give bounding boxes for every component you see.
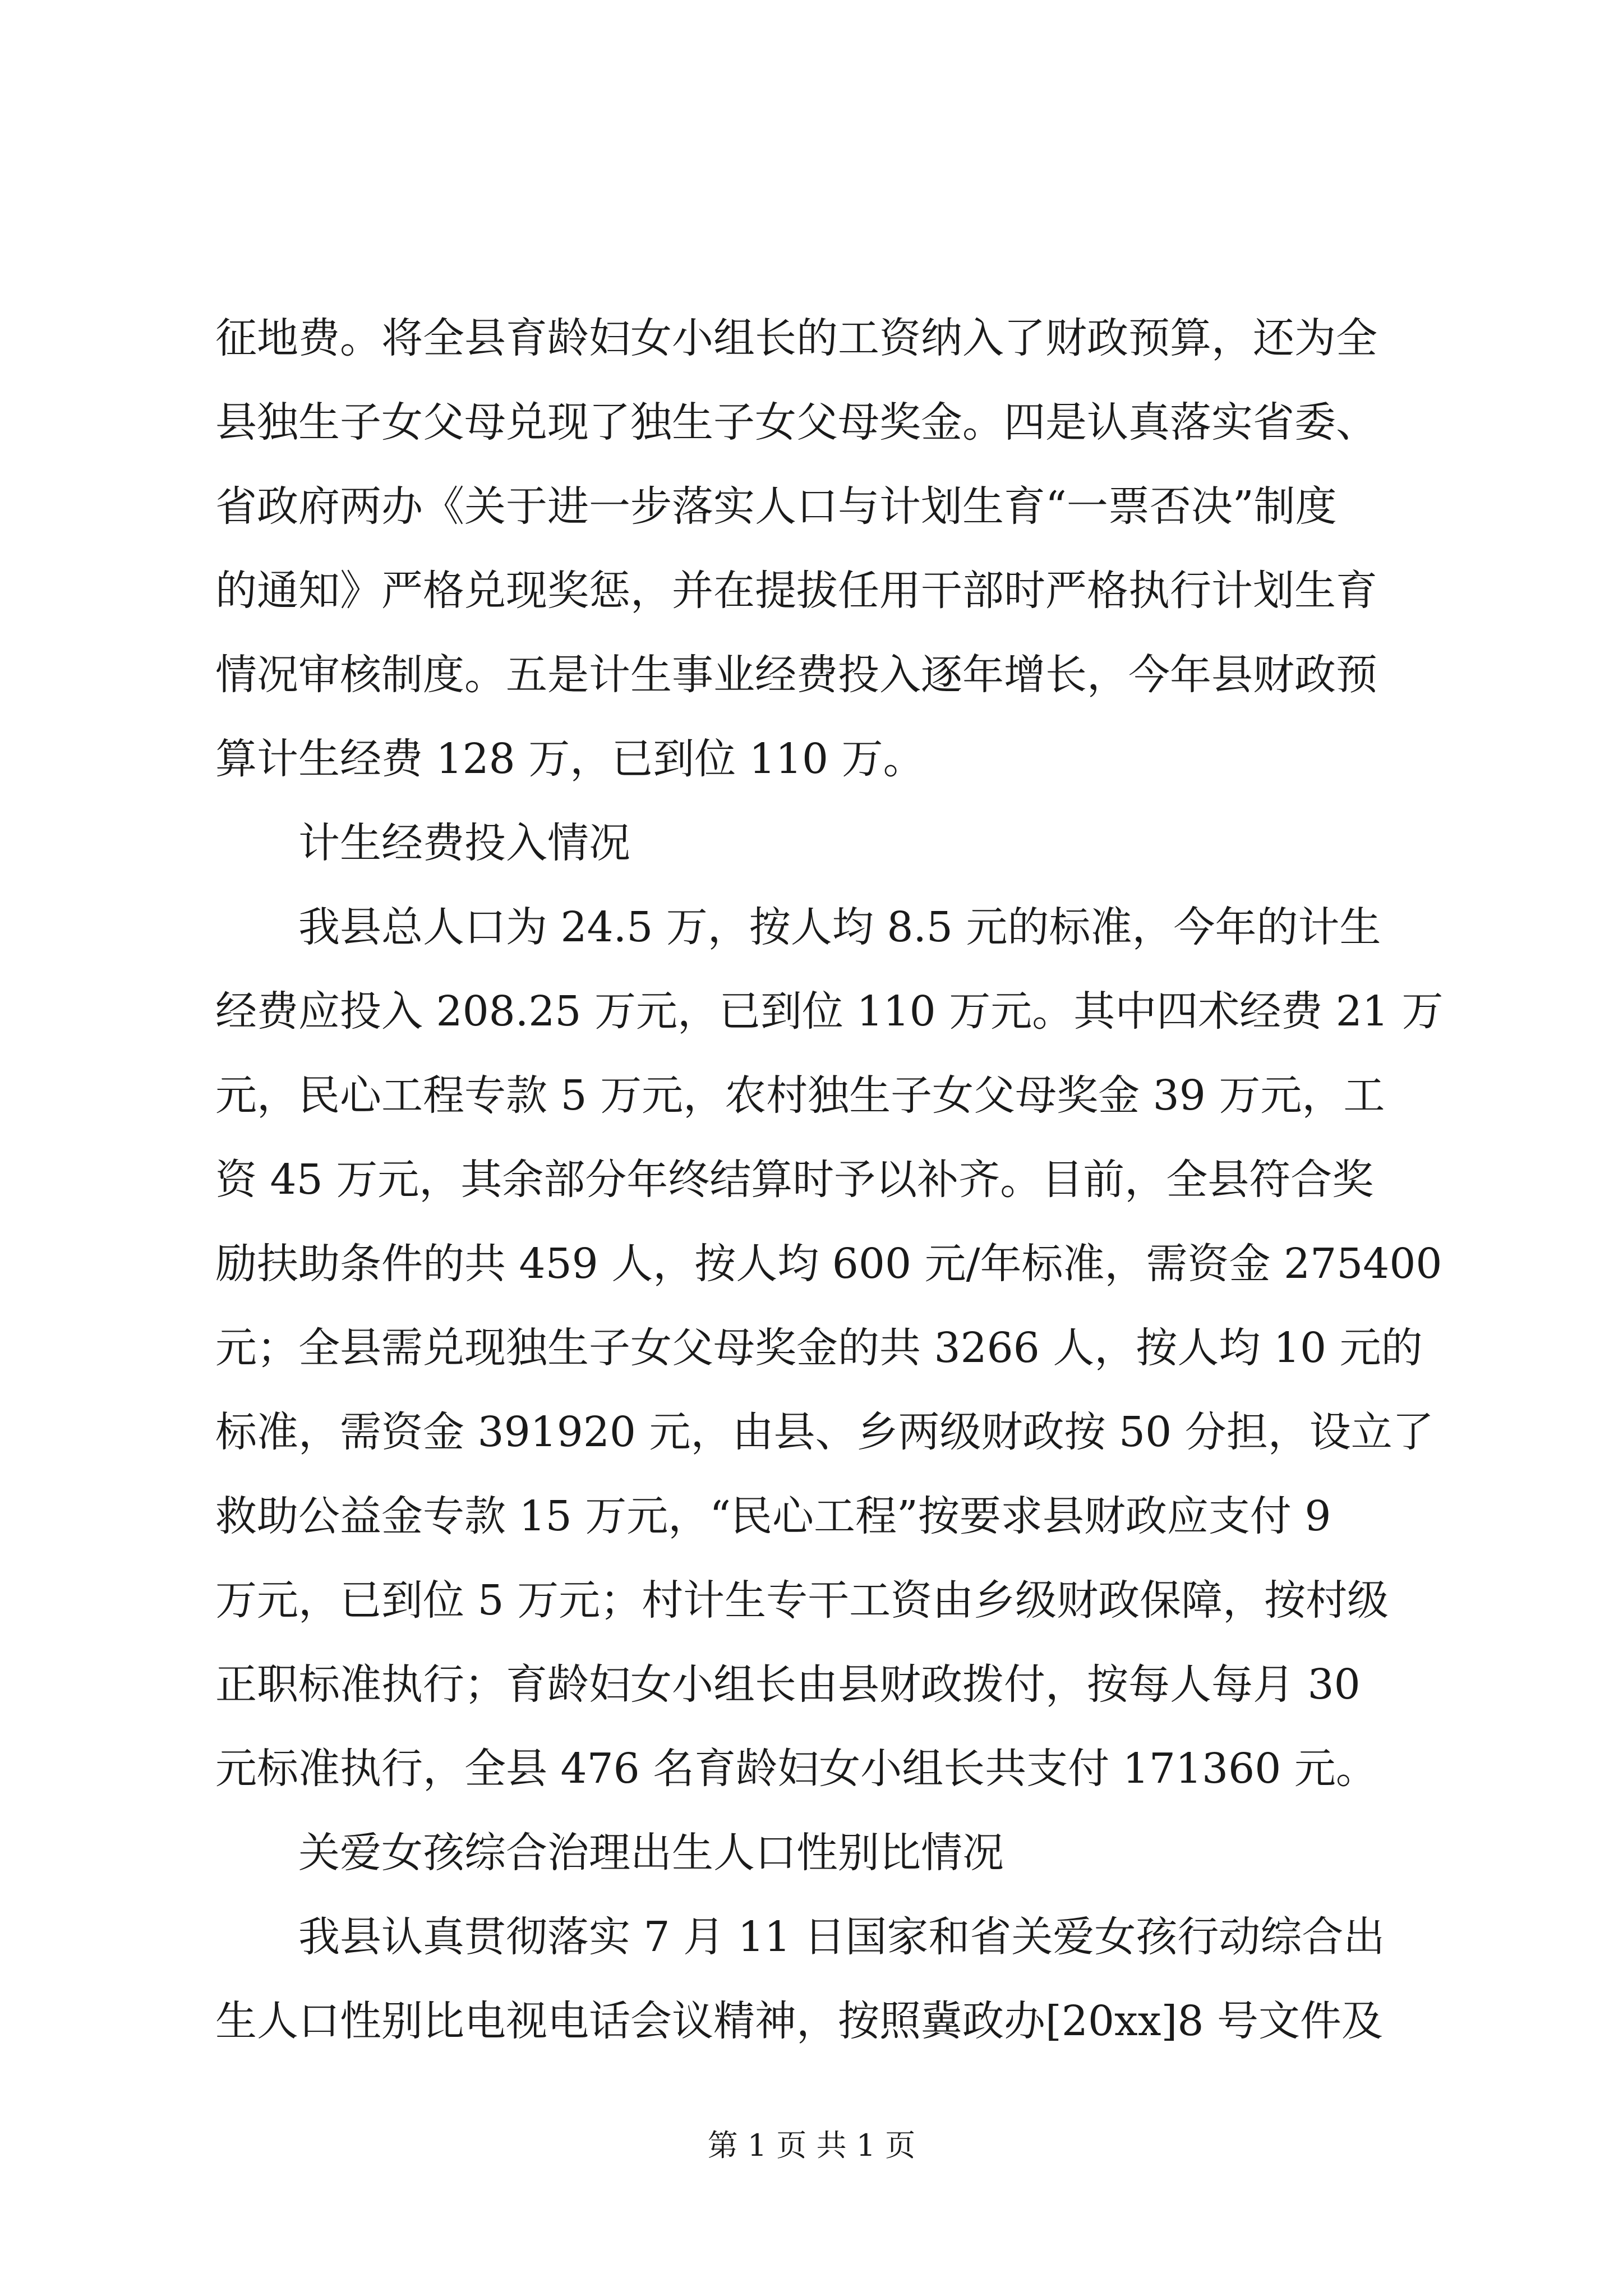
section-heading: 计生经费投入情况 — [215, 819, 630, 867]
text-line: 生人口性别比电视电话会议精神，按照冀政办[20xx]8 号文件及 — [215, 1997, 1383, 2045]
text-line: 我县认真贯彻落实 7 月 11 日国家和省关爱女孩行动综合出 — [215, 1913, 1385, 1961]
text-line: 万元，已到位 5 万元；村计生专干工资由乡级财政保障，按村级 — [215, 1576, 1389, 1625]
text-line: 的通知》严格兑现奖惩，并在提拔任用干部时严格执行计划生育 — [215, 567, 1377, 615]
text-line: 标准，需资金 391920 元，由县、乡两级财政按 50 分担，设立了 — [215, 1408, 1434, 1456]
text-line: 元；全县需兑现独生子女父母奖金的共 3266 人，按人均 10 元的 — [215, 1324, 1423, 1372]
text-line: 我县总人口为 24.5 万，按人均 8.5 元的标准，今年的计生 — [215, 903, 1381, 951]
document-body — [215, 296, 1444, 2063]
text-line: 征地费。将全县育龄妇女小组长的工资纳入了财政预算，还为全 — [215, 314, 1377, 362]
text-line: 资 45 万元，其余部分年终结算时予以补齐。目前，全县符合奖 — [215, 1156, 1374, 1204]
text-line: 经费应投入 208.25 万元，已到位 110 万元。其中四术经费 21 万 — [215, 987, 1444, 1036]
text-line: 情况审核制度。五是计生事业经费投入逐年增长，今年县财政预 — [215, 651, 1377, 699]
section-heading: 关爱女孩综合治理出生人口性别比情况 — [215, 1829, 1004, 1877]
page-number-label: 第 1 页 共 1 页 — [707, 2128, 916, 2163]
text-line: 救助公益金专款 15 万元，“民心工程”按要求县财政应支付 9 — [215, 1492, 1331, 1540]
text-line: 正职标准执行；育龄妇女小组长由县财政拨付，按每人每月 30 — [215, 1660, 1361, 1709]
text-line: 算计生经费 128 万，已到位 110 万。 — [215, 735, 925, 783]
text-line: 元，民心工程专款 5 万元，农村独生子女父母奖金 39 万元，工 — [215, 1071, 1385, 1120]
text-line: 县独生子女父母兑现了独生子女父母奖金。四是认真落实省委、 — [215, 398, 1377, 447]
text-line: 省政府两办《关于进一步落实人口与计划生育“一票否决”制度 — [215, 482, 1337, 531]
text-line: 元标准执行，全县 476 名育龄妇女小组长共支付 171360 元。 — [215, 1745, 1377, 1793]
text-line: 励扶助条件的共 459 人，按人均 600 元/年标准，需资金 275400 — [215, 1240, 1442, 1288]
page-footer — [0, 2126, 1623, 2165]
